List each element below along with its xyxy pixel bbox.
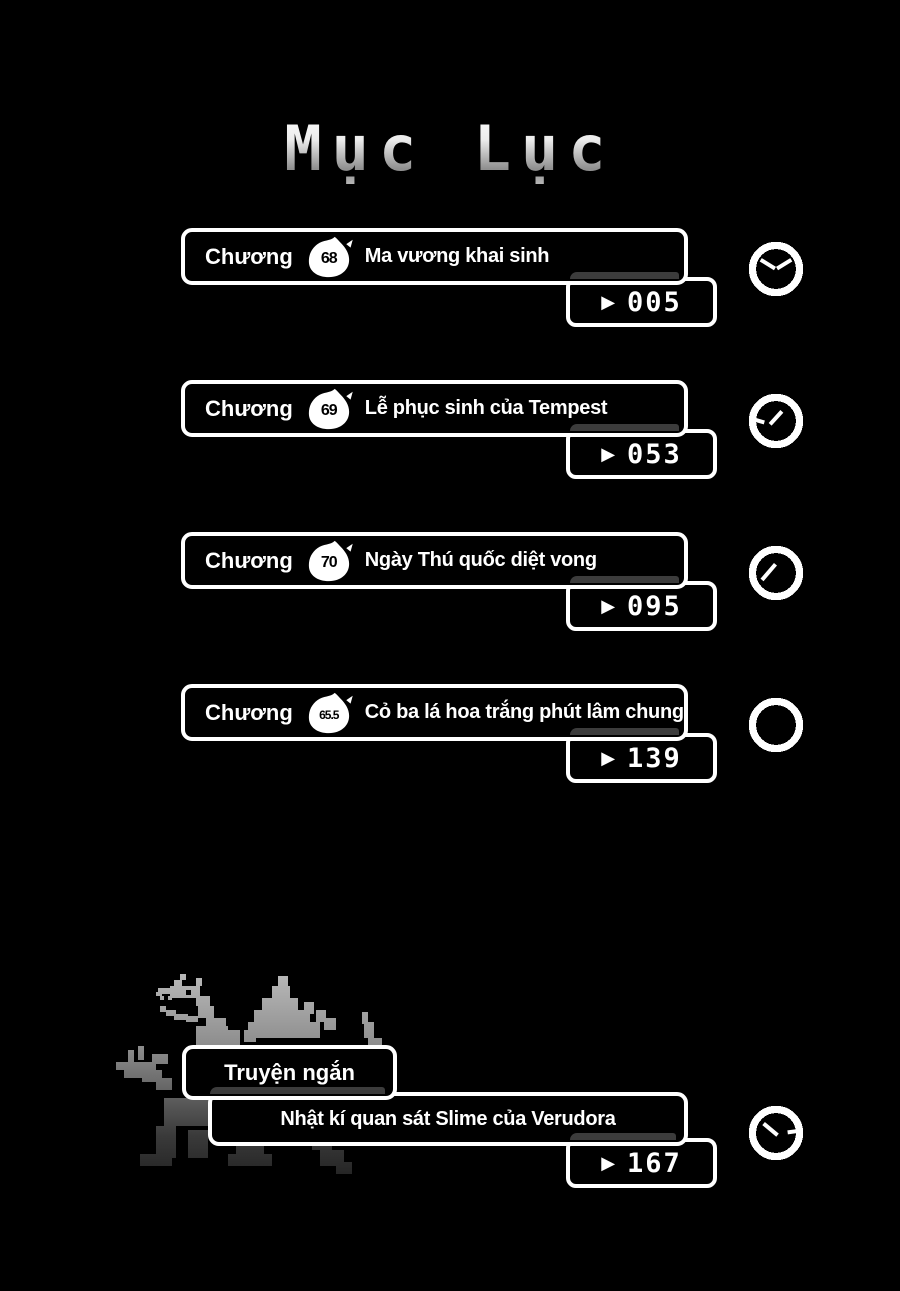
clock-icon: [747, 544, 805, 602]
chapter-row: [0, 532, 900, 684]
tab-notch: [570, 728, 679, 735]
chapter-title: Lễ phục sinh của Tempest: [364, 397, 608, 419]
play-arrow-icon: ▶: [601, 748, 616, 768]
chapter-row: [0, 380, 900, 532]
page-title: Mục Lục: [0, 112, 900, 185]
page-number: 053: [627, 438, 682, 470]
tab-notch: [210, 1087, 385, 1094]
slime-number-badge: [304, 538, 354, 584]
play-arrow-icon: ▶: [601, 444, 616, 464]
short-story-title: Nhật kí quan sát Slime của Verudora: [280, 1107, 616, 1130]
short-story-title-box[interactable]: [208, 1092, 688, 1146]
tab-notch: [570, 424, 679, 431]
chapter-title: Cỏ ba lá hoa trắng phút lâm chung: [364, 701, 684, 723]
tab-notch: [570, 272, 679, 279]
chapter-number: 68: [320, 250, 337, 267]
play-arrow-icon: ▶: [601, 292, 616, 312]
chapter-number: 69: [320, 402, 337, 419]
chapter-number: 65.5: [319, 708, 339, 722]
chapter-label: Chương: [205, 547, 293, 573]
chapter-label: Chương: [205, 395, 293, 421]
chapter-row: [0, 684, 900, 836]
clock-icon: [747, 240, 805, 298]
play-arrow-icon: ▶: [601, 596, 616, 616]
slime-number-badge: [304, 234, 354, 280]
chapter-entry-69[interactable]: [181, 380, 688, 437]
chapter-row: [0, 228, 900, 380]
short-story-label: Truyện ngắn: [224, 1059, 355, 1085]
tab-notch: [570, 1133, 676, 1140]
slime-number-badge: [304, 690, 354, 736]
slime-number-badge: [304, 386, 354, 432]
chapter-entry-65-5[interactable]: [181, 684, 688, 741]
chapter-title: Ngày Thú quốc diệt vong: [364, 549, 597, 571]
clock-icon: [747, 392, 805, 450]
chapter-entry-68[interactable]: [181, 228, 688, 285]
chapter-entry-70[interactable]: [181, 532, 688, 589]
page-number: 167: [627, 1147, 682, 1179]
chapter-label: Chương: [205, 699, 293, 725]
chapter-title: Ma vương khai sinh: [364, 245, 550, 267]
clock-icon: [747, 696, 805, 754]
clock-icon: [747, 1104, 805, 1162]
play-arrow-icon: ▶: [601, 1153, 616, 1173]
page-number: 139: [627, 742, 682, 774]
page-number: 095: [627, 590, 682, 622]
page-number: 005: [627, 286, 682, 318]
short-story-entry[interactable]: [182, 1045, 397, 1100]
tab-notch: [570, 576, 679, 583]
dragon-eye: [186, 990, 191, 995]
chapter-label: Chương: [205, 243, 293, 269]
chapter-number: 70: [320, 554, 337, 571]
